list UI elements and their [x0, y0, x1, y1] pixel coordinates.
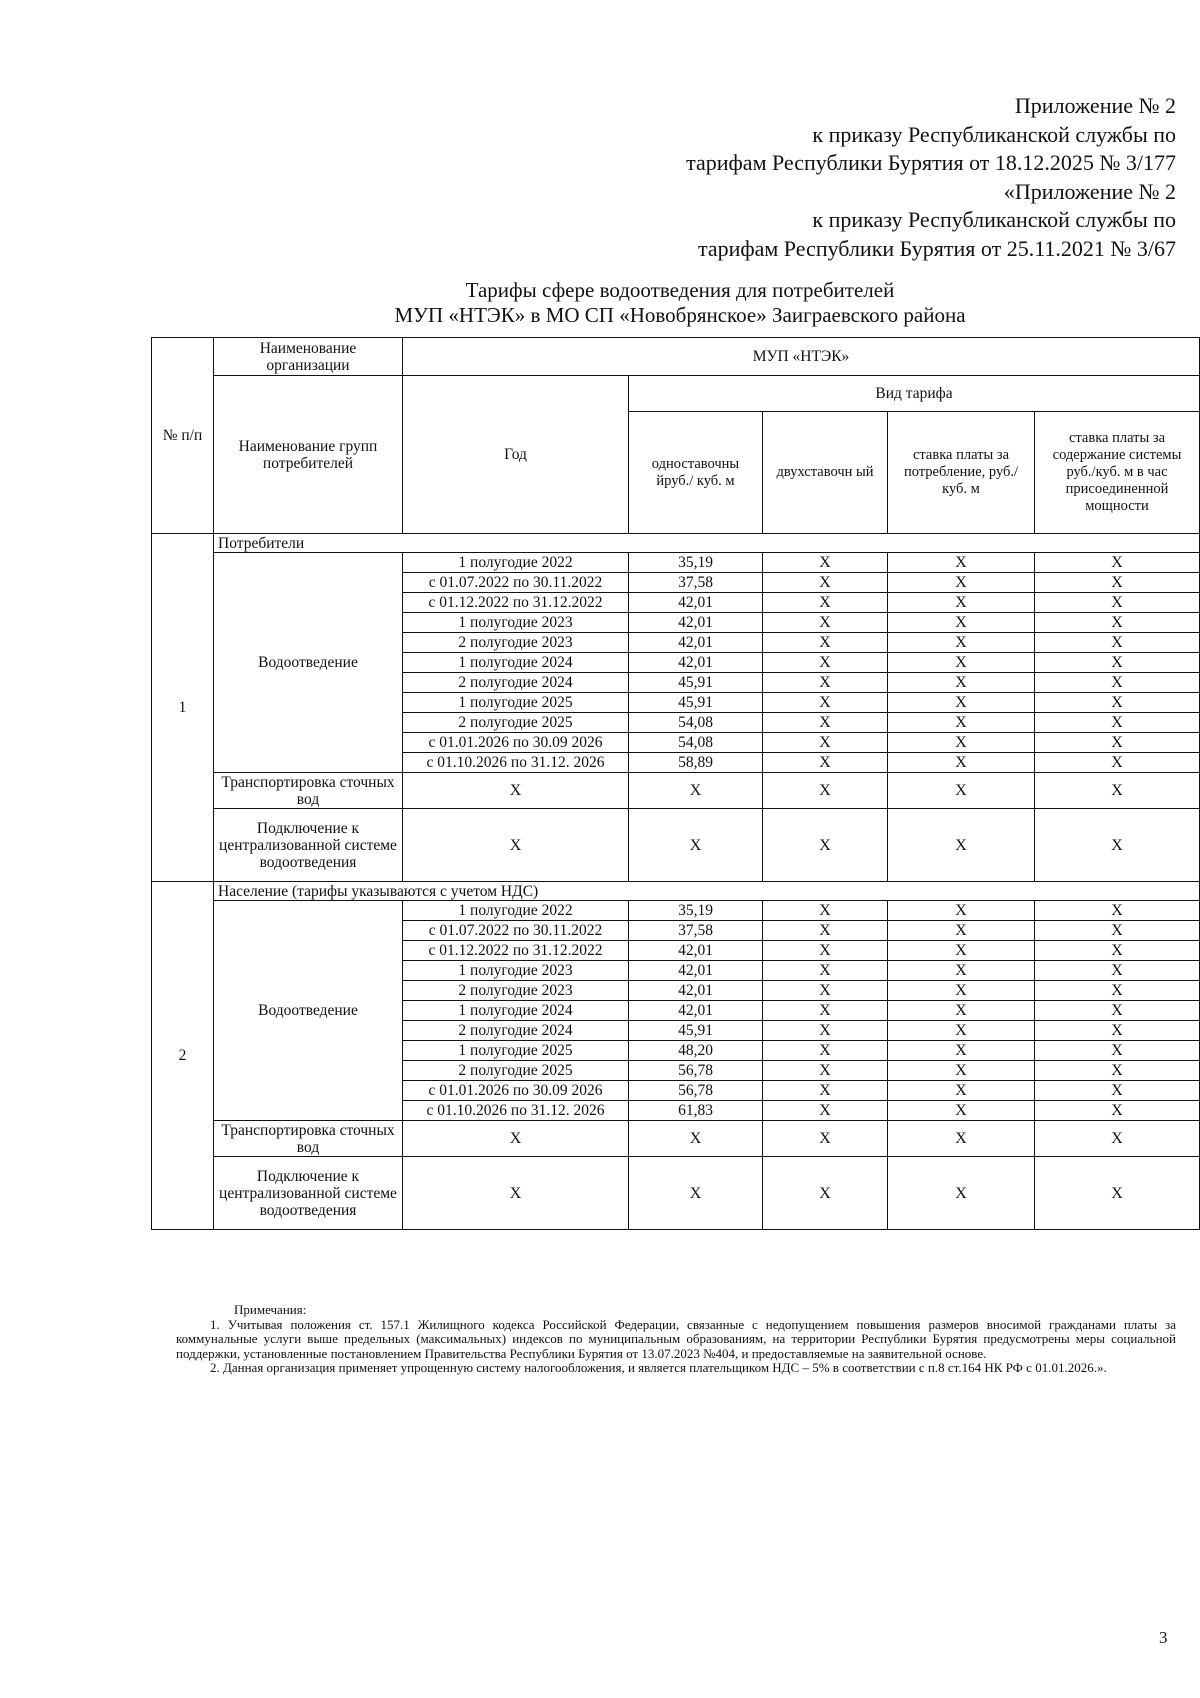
section-number: 1 — [152, 534, 214, 882]
double-rate-cell: X — [763, 961, 888, 981]
double-rate-cell: X — [763, 1001, 888, 1021]
double-rate-cell: X — [763, 921, 888, 941]
consumption-rate-cell: X — [888, 1081, 1035, 1101]
transport-label: Транспортировка сточных вод — [214, 773, 403, 809]
single-rate-cell: 42,01 — [629, 633, 763, 653]
section-number: 2 — [152, 882, 214, 1230]
period-cell: с 01.07.2022 по 30.11.2022 — [403, 921, 629, 941]
consumption-rate-cell: X — [888, 901, 1035, 921]
consumption-rate-cell: X — [888, 713, 1035, 733]
consumption-rate-cell: X — [888, 941, 1035, 961]
period-cell: 2 полугодие 2023 — [403, 981, 629, 1001]
table-row — [152, 901, 1200, 921]
period-cell: с 01.12.2022 по 31.12.2022 — [403, 593, 629, 613]
transport-year: X — [403, 1121, 629, 1157]
double-rate-cell: X — [763, 693, 888, 713]
transport-label: Транспортировка сточных вод — [214, 1121, 403, 1157]
single-rate-cell: 45,91 — [629, 1021, 763, 1041]
capacity-rate-cell: X — [1035, 553, 1200, 573]
period-cell: 1 полугодие 2024 — [403, 653, 629, 673]
title-line-1: Тарифы сфере водоотведения для потребителей — [465, 278, 895, 302]
single-rate-cell: 56,78 — [629, 1061, 763, 1081]
consumption-rate-cell: X — [888, 753, 1035, 773]
transport-row — [152, 1121, 1200, 1157]
connection-double: X — [763, 1157, 888, 1230]
period-cell: 2 полугодие 2025 — [403, 713, 629, 733]
consumption-rate-cell: X — [888, 653, 1035, 673]
note-item: 2. Данная организация применяет упрощенную систему налогообложения, и является плательщиком НДС – 5% в соответствии с п.8 ст.164 НК РФ с 01.01.2026.». — [210, 1360, 1107, 1375]
header-tariff-type: Вид тарифа — [629, 376, 1200, 412]
consumption-rate-cell: X — [888, 693, 1035, 713]
header-num: № п/п — [152, 338, 214, 534]
header-line: к приказу Республиканской службы по — [812, 207, 1176, 232]
single-rate-cell: 61,83 — [629, 1101, 763, 1121]
capacity-rate-cell: X — [1035, 753, 1200, 773]
double-rate-cell: X — [763, 553, 888, 573]
capacity-rate-cell: X — [1035, 921, 1200, 941]
capacity-rate-cell: X — [1035, 1101, 1200, 1121]
single-rate-cell: 37,58 — [629, 921, 763, 941]
capacity-rate-cell: X — [1035, 1001, 1200, 1021]
notes-caption: Примечания: — [234, 1302, 307, 1317]
period-cell: с 01.10.2026 по 31.12. 2026 — [403, 753, 629, 773]
double-rate-cell: X — [763, 1081, 888, 1101]
header-col-single: одноставочны йруб./ куб. м — [629, 412, 763, 534]
single-rate-cell: 42,01 — [629, 593, 763, 613]
period-cell: с 01.01.2026 по 30.09 2026 — [403, 1081, 629, 1101]
transport-year: X — [403, 773, 629, 809]
consumption-rate-cell: X — [888, 1041, 1035, 1061]
connection-single: X — [629, 809, 763, 882]
period-cell: 1 полугодие 2024 — [403, 1001, 629, 1021]
double-rate-cell: X — [763, 613, 888, 633]
transport-single: X — [629, 773, 763, 809]
capacity-rate-cell: X — [1035, 593, 1200, 613]
double-rate-cell: X — [763, 1021, 888, 1041]
consumption-rate-cell: X — [888, 1061, 1035, 1081]
header-col-consumption: ставка платы за потребление, руб./ куб. м — [888, 412, 1035, 534]
connection-capacity: X — [1035, 809, 1200, 882]
period-cell: 1 полугодие 2023 — [403, 961, 629, 981]
transport-double: X — [763, 773, 888, 809]
header-col-capacity: ставка платы за содержание системы руб./куб. м в час присоединенной мощности — [1035, 412, 1200, 534]
capacity-rate-cell: X — [1035, 901, 1200, 921]
transport-consumption: X — [888, 773, 1035, 809]
group-title-row — [152, 882, 1200, 901]
consumption-rate-cell: X — [888, 1101, 1035, 1121]
transport-capacity: X — [1035, 1121, 1200, 1157]
single-rate-cell: 48,20 — [629, 1041, 763, 1061]
single-rate-cell: 35,19 — [629, 553, 763, 573]
single-rate-cell: 54,08 — [629, 713, 763, 733]
header-line: тарифам Республики Бурятия от 18.12.2025 № 3/177 — [686, 150, 1176, 175]
single-rate-cell: 58,89 — [629, 753, 763, 773]
notes — [176, 1303, 1176, 1376]
capacity-rate-cell: X — [1035, 981, 1200, 1001]
single-rate-cell: 54,08 — [629, 733, 763, 753]
capacity-rate-cell: X — [1035, 941, 1200, 961]
single-rate-cell: 42,01 — [629, 613, 763, 633]
double-rate-cell: X — [763, 981, 888, 1001]
consumption-rate-cell: X — [888, 673, 1035, 693]
double-rate-cell: X — [763, 753, 888, 773]
header-line: тарифам Республики Бурятия от 25.11.2021 № 3/67 — [697, 235, 1176, 261]
consumption-rate-cell: X — [888, 1021, 1035, 1041]
period-cell: 2 полугодие 2023 — [403, 633, 629, 653]
capacity-rate-cell: X — [1035, 633, 1200, 653]
connection-label: Подключение к централизованной системе водоотведения — [214, 1157, 403, 1230]
connection-label: Подключение к централизованной системе водоотведения — [214, 809, 403, 882]
capacity-rate-cell: X — [1035, 733, 1200, 753]
group-title-row — [152, 534, 1200, 553]
single-rate-cell: 45,91 — [629, 673, 763, 693]
period-cell: 2 полугодие 2024 — [403, 1021, 629, 1041]
connection-consumption: X — [888, 1157, 1035, 1230]
page-number: 3 — [1159, 1628, 1168, 1647]
single-rate-cell: 42,01 — [629, 1001, 763, 1021]
consumption-rate-cell: X — [888, 961, 1035, 981]
single-rate-cell: 42,01 — [629, 981, 763, 1001]
note-item: 1. Учитывая положения ст. 157.1 Жилищного кодекса Российской Федерации, связанные с недопущением повышения размеров вносимой гражданами платы за коммунальные услуги выше предельных (максимальных) индексов по муниципальным образованиям, на территории Республики Бурятия предусмотрены меры социальной поддержки, установленные постановлением Правительства Республики Бурятия от 13.07.2023 №404, и предоставляемые на заявительной основе. — [176, 1316, 1176, 1361]
tariff-table — [151, 337, 1200, 1230]
capacity-rate-cell: X — [1035, 961, 1200, 981]
connection-row — [152, 1157, 1200, 1230]
double-rate-cell: X — [763, 941, 888, 961]
consumption-rate-cell: X — [888, 981, 1035, 1001]
consumption-rate-cell: X — [888, 573, 1035, 593]
consumption-rate-cell: X — [888, 921, 1035, 941]
connection-consumption: X — [888, 809, 1035, 882]
consumption-rate-cell: X — [888, 593, 1035, 613]
header-line: «Приложение № 2 — [1003, 178, 1176, 204]
period-cell: с 01.10.2026 по 31.12. 2026 — [403, 1101, 629, 1121]
double-rate-cell: X — [763, 593, 888, 613]
double-rate-cell: X — [763, 1041, 888, 1061]
service-name: Водоотведение — [214, 901, 403, 1121]
period-cell: 1 полугодие 2022 — [403, 901, 629, 921]
capacity-rate-cell: X — [1035, 613, 1200, 633]
single-rate-cell: 42,01 — [629, 961, 763, 981]
consumption-rate-cell: X — [888, 613, 1035, 633]
period-cell: 1 полугодие 2025 — [403, 1041, 629, 1061]
connection-single: X — [629, 1157, 763, 1230]
group-title: Потребители — [214, 534, 1200, 553]
connection-row — [152, 809, 1200, 882]
single-rate-cell: 45,91 — [629, 693, 763, 713]
period-cell: 1 полугодие 2025 — [403, 693, 629, 713]
header-line: к приказу Республиканской службы по — [812, 121, 1176, 147]
header-org-label: Наименование организации — [214, 338, 403, 376]
consumption-rate-cell: X — [888, 1001, 1035, 1021]
capacity-rate-cell: X — [1035, 713, 1200, 733]
capacity-rate-cell: X — [1035, 1081, 1200, 1101]
transport-double: X — [763, 1121, 888, 1157]
double-rate-cell: X — [763, 653, 888, 673]
header-year-label: Год — [403, 376, 629, 534]
connection-double: X — [763, 809, 888, 882]
single-rate-cell: 56,78 — [629, 1081, 763, 1101]
capacity-rate-cell: X — [1035, 1061, 1200, 1081]
transport-single: X — [629, 1121, 763, 1157]
period-cell: 1 полугодие 2023 — [403, 613, 629, 633]
title-line-2: МУП «НТЭК» в МО СП «Новобрянское» Заиграевского района — [394, 303, 966, 327]
double-rate-cell: X — [763, 673, 888, 693]
table-row — [152, 553, 1200, 573]
document-header — [536, 92, 1176, 263]
single-rate-cell: 42,01 — [629, 653, 763, 673]
capacity-rate-cell: X — [1035, 1041, 1200, 1061]
capacity-rate-cell: X — [1035, 573, 1200, 593]
group-title: Население (тарифы указываются с учетом НДС) — [214, 882, 1200, 901]
header-groups-label: Наименование групп потребителей — [214, 376, 403, 534]
double-rate-cell: X — [763, 573, 888, 593]
service-name: Водоотведение — [214, 553, 403, 773]
transport-capacity: X — [1035, 773, 1200, 809]
double-rate-cell: X — [763, 733, 888, 753]
connection-capacity: X — [1035, 1157, 1200, 1230]
capacity-rate-cell: X — [1035, 673, 1200, 693]
single-rate-cell: 35,19 — [629, 901, 763, 921]
capacity-rate-cell: X — [1035, 1021, 1200, 1041]
header-col-double: двухставочн ый — [763, 412, 888, 534]
period-cell: 2 полугодие 2024 — [403, 673, 629, 693]
period-cell: с 01.12.2022 по 31.12.2022 — [403, 941, 629, 961]
capacity-rate-cell: X — [1035, 693, 1200, 713]
transport-consumption: X — [888, 1121, 1035, 1157]
double-rate-cell: X — [763, 633, 888, 653]
connection-year: X — [403, 1157, 629, 1230]
transport-row — [152, 773, 1200, 809]
period-cell: с 01.01.2026 по 30.09 2026 — [403, 733, 629, 753]
period-cell: с 01.07.2022 по 30.11.2022 — [403, 573, 629, 593]
header-line: Приложение № 2 — [1014, 93, 1176, 118]
double-rate-cell: X — [763, 1061, 888, 1081]
consumption-rate-cell: X — [888, 633, 1035, 653]
double-rate-cell: X — [763, 901, 888, 921]
single-rate-cell: 42,01 — [629, 941, 763, 961]
capacity-rate-cell: X — [1035, 653, 1200, 673]
double-rate-cell: X — [763, 1101, 888, 1121]
period-cell: 2 полугодие 2025 — [403, 1061, 629, 1081]
single-rate-cell: 37,58 — [629, 573, 763, 593]
connection-year: X — [403, 809, 629, 882]
double-rate-cell: X — [763, 713, 888, 733]
consumption-rate-cell: X — [888, 553, 1035, 573]
period-cell: 1 полугодие 2022 — [403, 553, 629, 573]
table-title — [150, 278, 1200, 328]
consumption-rate-cell: X — [888, 733, 1035, 753]
header-org-name: МУП «НТЭК» — [403, 338, 1200, 376]
